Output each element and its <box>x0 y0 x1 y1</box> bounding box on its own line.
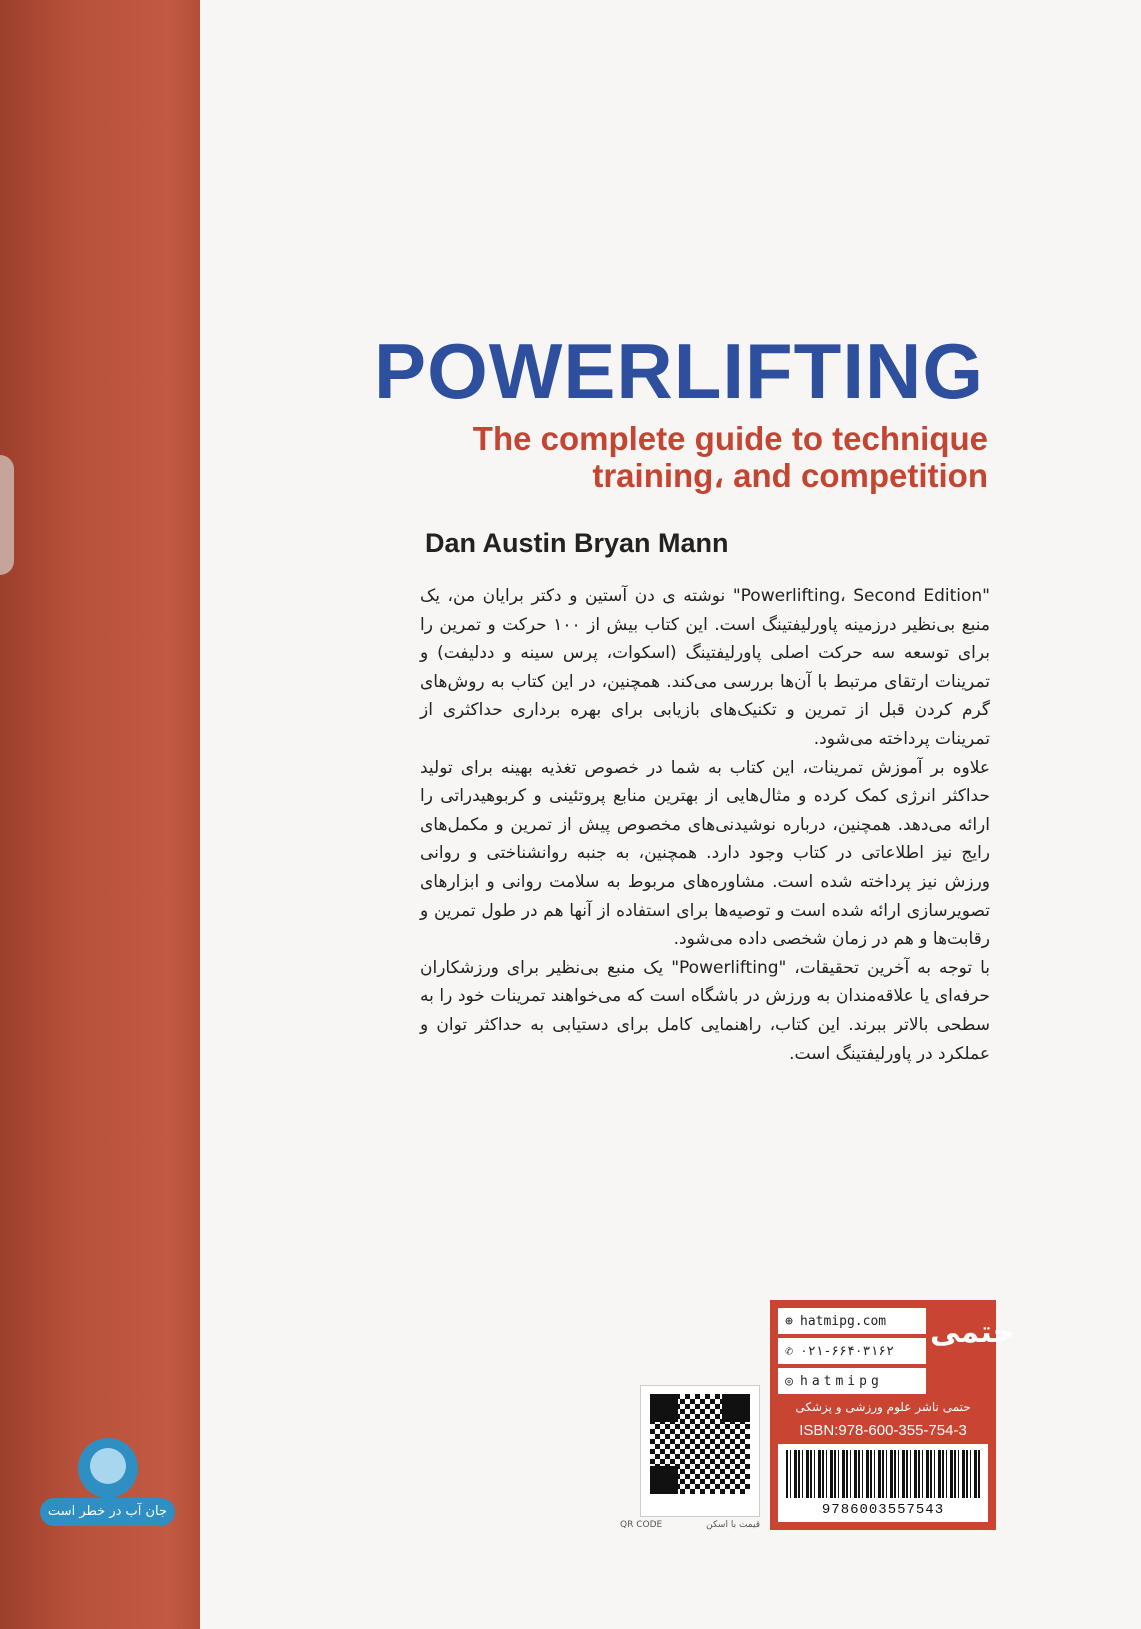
subtitle-line-1: The complete guide to technique <box>472 420 988 457</box>
qr-code-box <box>640 1385 760 1517</box>
instagram-icon: ◎ <box>785 1373 793 1389</box>
barcode-bars <box>786 1450 980 1498</box>
publisher-name: حتمی ناشر علوم ورزشی و پزشکی <box>795 1400 971 1414</box>
publisher-logo: حتمی <box>930 1315 1015 1350</box>
publisher-box <box>770 1300 1015 1530</box>
water-badge <box>40 1438 175 1538</box>
description-paragraph-2: علاوه بر آموزش تمرینات، این کتاب به شما در خصوص تغذیه بهینه برای تولید حداکثر انرژی کمک کرده و مثال‌هایی از بهترین منابع پروتئینی و کربوهیدراتی را ارائه می‌دهد. همچنین، درباره نوشیدنی‌های مخصوص پیش از تمرین و مکمل‌های رایج نیز اطلاعاتی در کتاب وجود دارد. همچنین، به جنبه روانشناختی و روانی ورزش نیز پرداخته شده است. مشاوره‌های مربوط به سلامت روانی و ابزارهای تصویرسازی ارائه شده است و توصیه‌ها برای استفاده از آنها هم در طول تمرین و رقابت‌ها و هم در زمان شخصی داده می‌شود. <box>420 757 990 950</box>
website-row <box>778 1308 926 1334</box>
phone-text: ۰۲۱-۶۶۴۰۳۱۶۲ <box>800 1343 894 1359</box>
book-subtitle <box>348 420 988 494</box>
qr-caption-left: QR CODE <box>620 1520 663 1530</box>
drop-face-icon <box>90 1448 126 1484</box>
publisher-contacts <box>778 1308 926 1398</box>
book-spine <box>0 0 200 1629</box>
spine-fold <box>0 455 14 575</box>
instagram-row <box>778 1368 926 1394</box>
phone-icon: ✆ <box>785 1343 793 1359</box>
instagram-text: hatmipg <box>800 1373 883 1389</box>
barcode-number: 9786003557543 <box>821 1502 945 1518</box>
barcode <box>778 1444 988 1522</box>
qr-code <box>650 1394 750 1494</box>
book-authors: Dan Austin Bryan Mann <box>425 528 729 558</box>
description-paragraph-1: "Powerlifting، Second Edition" نوشته ی دن آستین و دکتر برایان من، یک منبع بی‌نظیر درزمینه پاورلیفتینگ است. این کتاب بیش از ۱۰۰ حرکت و تمرین را برای توسعه سه حرکت اصلی پاورلیفتینگ (اسکوات، پرس سینه و ددلیفت) و تمرینات ارتقای مرتبط با آن‌ها بررسی می‌کند. همچنین، در این کتاب به روش‌های گرم کردن قبل از تمرین و تکنیک‌های بازیابی برای بهره برداری حداکثری از تمرینات پرداخته می‌شود. <box>420 586 990 749</box>
isbn-text: ISBN:978-600-355-754-3 <box>799 1422 967 1439</box>
qr-caption-right: قیمت با اسکن <box>706 1520 760 1530</box>
website-text: hatmipg.com <box>800 1313 887 1329</box>
globe-icon: ⊕ <box>785 1313 793 1329</box>
qr-caption <box>620 1520 760 1530</box>
book-title: POWERLIFTING <box>374 327 984 415</box>
description-text <box>420 582 990 1068</box>
phone-row <box>778 1338 926 1364</box>
description-paragraph-3: با توجه به آخرین تحقیقات، "Powerlifting" یک منبع بی‌نظیر برای ورزشکاران حرفه‌ای یا علاقه‌مندان به ورزش در باشگاه است که می‌خواهند تمرینات خود را به سطحی بالاتر ببرند. این کتاب، راهنمایی کامل برای دستیابی به حداکثر توان و عملکرد در پاورلیفتینگ است. <box>420 957 990 1064</box>
subtitle-line-2: training، and competition <box>592 457 988 494</box>
water-badge-label: جان آب در خطر است <box>40 1498 175 1526</box>
